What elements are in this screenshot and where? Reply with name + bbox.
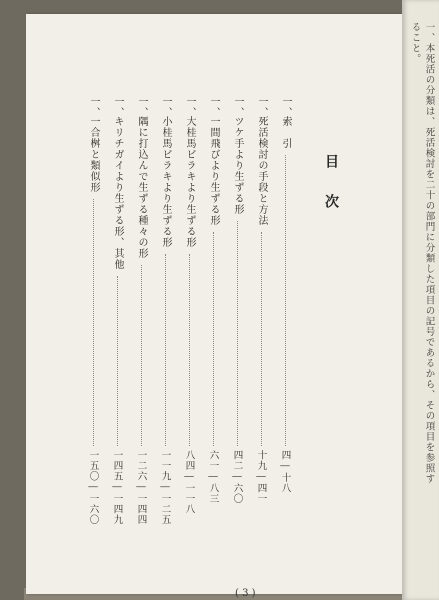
toc-entry [135, 96, 148, 525]
toc-entry-bullet: 一、 [88, 96, 99, 118]
toc-entry-label: 大桂馬ビラキより生ずる形 [184, 116, 195, 248]
toc-title: 目次 [323, 154, 339, 234]
toc-entry-label: 一合桝と類似形 [88, 116, 99, 193]
toc-entry-pages: 一五〇―一六〇 [87, 450, 99, 525]
toc-entry-pages: 一二六―一四四 [135, 450, 147, 525]
toc-entry-bullet: 一、 [280, 96, 291, 118]
toc-leader-dots [93, 199, 94, 446]
toc-leader-dots [285, 155, 286, 446]
toc-entry [184, 96, 196, 516]
toc-entry-bullet: 一、 [184, 96, 195, 118]
toc-entry-pages: 八四―一一八 [183, 450, 195, 515]
toc-entry-pages: 六一―八三 [207, 450, 219, 504]
toc-entry-label: 小桂馬ビラキより生ずる形 [160, 116, 171, 248]
toc-leader-dots [141, 265, 142, 446]
toc-entry [87, 96, 100, 525]
toc-entry-pages: 四二―六〇 [231, 450, 243, 504]
toc-leader-dots [237, 221, 238, 446]
facing-page [402, 0, 439, 600]
toc-entry-label: 死活検討の手段と方法 [256, 116, 267, 226]
toc-entry-pages: 一四五―一四九 [111, 450, 123, 525]
toc-entry-bullet: 一、 [208, 96, 219, 118]
toc-entry [232, 96, 244, 516]
toc-entry-pages: 四―十八 [279, 450, 291, 494]
toc-entry [159, 96, 172, 525]
toc-entry [208, 96, 220, 516]
toc-entry [280, 96, 292, 516]
facing-page-line: ること。 [409, 22, 421, 64]
facing-page-line: 一、本死活の分類は、死活検討を二十の部門に分類した項目の記号であるから、その項目を参照す [423, 22, 435, 484]
toc-entry-label: 隅に打込んで生ずる種々の形 [136, 116, 147, 259]
toc-entry-label: 索 引 [280, 116, 291, 149]
toc-entry [111, 96, 124, 525]
toc-leader-dots [165, 254, 166, 446]
toc-entry-bullet: 一、 [136, 96, 147, 118]
page-number: ( 3 ) [235, 588, 256, 599]
toc-entry-label: キリチガイより生ずる形、其他 [112, 116, 123, 270]
toc-entry-pages: 十九―四一 [255, 450, 267, 504]
book-page [26, 14, 402, 599]
toc-entry-bullet: 一、 [160, 96, 171, 118]
toc-entry [256, 96, 268, 516]
toc-leader-dots [117, 276, 118, 446]
toc-leader-dots [189, 254, 190, 446]
toc-entry-label: ツケ手より生ずる形 [232, 116, 243, 215]
toc-leader-dots [261, 232, 262, 446]
toc-entry-bullet: 一、 [112, 96, 123, 118]
toc-entry-label: 一間飛びより生ずる形 [208, 116, 219, 226]
toc-leader-dots [213, 232, 214, 446]
toc-entry-bullet: 一、 [232, 96, 243, 118]
toc-entry-pages: 一一九―一二五 [159, 450, 171, 525]
toc-entry-bullet: 一、 [256, 96, 267, 118]
